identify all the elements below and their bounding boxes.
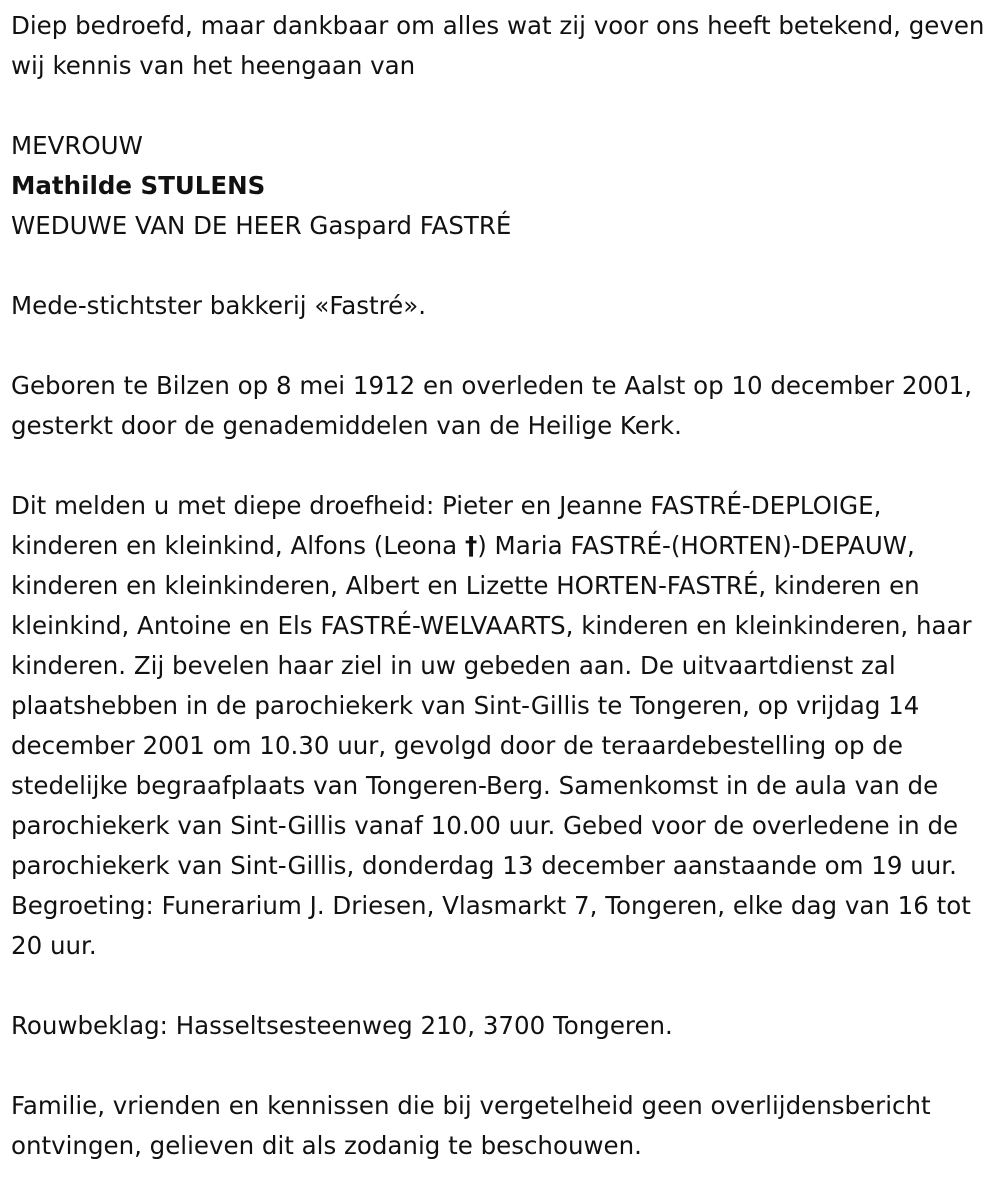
founder-line: Mede-stichtster bakkerij «Fastré». [11, 291, 426, 320]
family-text-rest: ) Maria FASTRÉ-(HORTEN)-DEPAUW, kinderen en kleinkinderen, Albert en Lizette HORTEN-FASTRÉ, kinderen en kleinkind, Antoine en Els FASTRÉ-WELVAARTS, kinderen en kleinkinderen, haar kinderen. Zij bevelen haar ziel in uw gebeden aan. De uitvaartdienst zal plaatshebben in de parochiekerk van Sint-Gillis te Tongeren, op vrijdag 14 december 2001 om 10.30 uur, gevolgd door de teraardebestelling op de stedelijke begraafplaats van Tongeren-Berg. Samenkomst in de aula van de parochiekerk van Sint-Gillis vanaf 10.00 uur. Gebed voor de overledene in de parochiekerk van Sint-Gillis, donderdag 13 december aanstaande om 19 uur. Begroeting: Funerarium J. Driesen, Vlasmarkt 7, Tongeren, elke dag van 16 tot 20 uur. [11, 531, 972, 960]
birth-death-paragraph: Geboren te Bilzen op 8 mei 1912 en overleden te Aalst op 10 december 2001, gesterkt door de genademiddelen van de Heilige Kerk. [11, 371, 973, 440]
widow-name: Gaspard FASTRÉ [309, 211, 512, 240]
condolence-address: Rouwbeklag: Hasseltsesteenweg 210, 3700 Tongeren. [11, 1011, 673, 1040]
family-paragraph [11, 486, 996, 966]
deceased-name: Mathilde STULENS [11, 171, 266, 200]
closing-paragraph: Familie, vrienden en kennissen die bij vergetelheid geen overlijdensbericht ontvingen, gelieven dit als zodanig te beschouwen. [11, 1091, 931, 1160]
obituary-notice [0, 6, 996, 1166]
widow-line [11, 206, 996, 246]
honorific: MEVROUW [11, 131, 143, 160]
intro-paragraph: Diep bedroefd, maar dankbaar om alles wat zij voor ons heeft betekend, geven wij kennis van het heengaan van [11, 11, 985, 80]
cross-icon: † [464, 531, 478, 560]
family-text-start: Dit melden u met diepe droefheid: Pieter en Jeanne FASTRÉ-DEPLOIGE, kinderen en kleinkind, Alfons (Leona [11, 491, 882, 560]
widow-prefix: WEDUWE VAN DE HEER [11, 211, 302, 240]
